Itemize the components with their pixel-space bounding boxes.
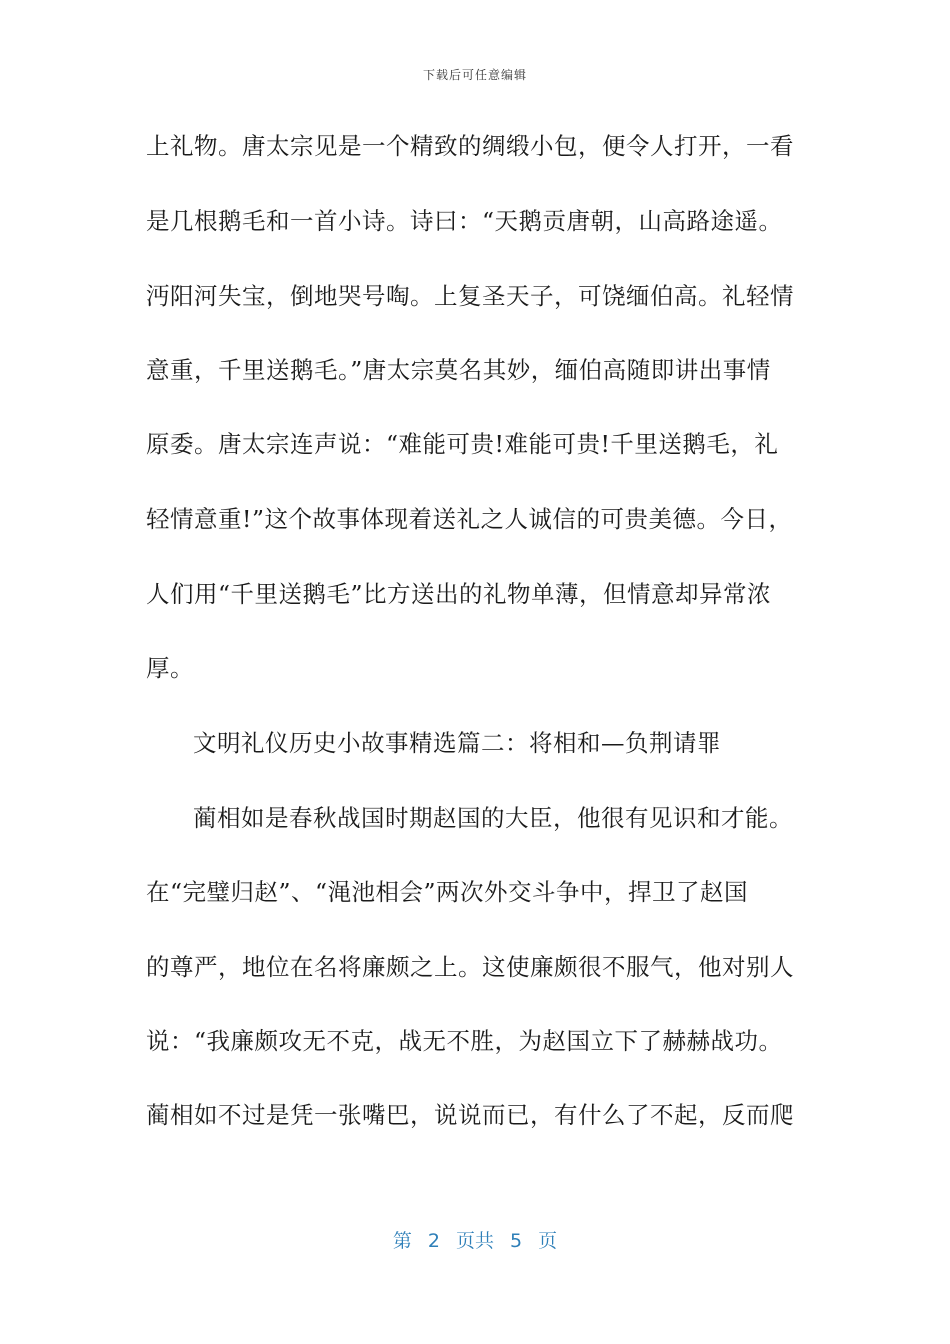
body-line: 上礼物。唐太宗见是一个精致的绸缎小包，便令人打开，一看 [146,132,794,160]
body-line: 的尊严，地位在名将廉颇之上。这使廉颇很不服气，他对别人 [146,953,794,981]
page-label-mid: 页共 [455,1230,494,1252]
current-page-number: 2 [427,1230,440,1252]
page-footer [0,1226,950,1253]
header-note: 下载后可任意编辑 [422,68,527,82]
body-line: 轻情意重!”这个故事体现着送礼之人诚信的可贵美德。今日， [146,505,793,533]
body-line: 人们用“千里送鹅毛”比方送出的礼物单薄，但情意却异常浓 [146,580,772,608]
body-line: 在“完璧归赵”、“渑池相会”两次外交斗争中，捍卫了赵国 [146,878,749,906]
body-line: 是几根鹅毛和一首小诗。诗曰：“天鹅贡唐朝，山高路途遥。 [146,207,783,235]
total-pages-number: 5 [510,1230,523,1252]
body-line: 原委。唐太宗连声说：“难能可贵!难能可贵!千里送鹅毛，礼 [146,430,779,458]
page-label-prefix: 第 [392,1230,412,1252]
page-label-suffix: 页 [538,1230,558,1252]
section-heading: 文明礼仪历史小故事精选篇二：将相和—负荆请罪 [193,729,721,757]
body-line: 说：“我廉颇攻无不克，战无不胜，为赵国立下了赫赫战功。 [146,1027,783,1055]
body-line: 意重，千里送鹅毛。”唐太宗莫名其妙，缅伯高随即讲出事情 [146,356,771,384]
body-line: 蔺相如不过是凭一张嘴巴，说说而已，有什么了不起，反而爬 [146,1101,794,1129]
paragraph-first-line: 蔺相如是春秋战国时期赵国的大臣，他很有见识和才能。 [193,804,793,832]
body-line: 沔阳河失宝，倒地哭号啕。上复圣天子，可饶缅伯高。礼轻情 [146,282,794,310]
body-line: 厚。 [146,654,194,682]
